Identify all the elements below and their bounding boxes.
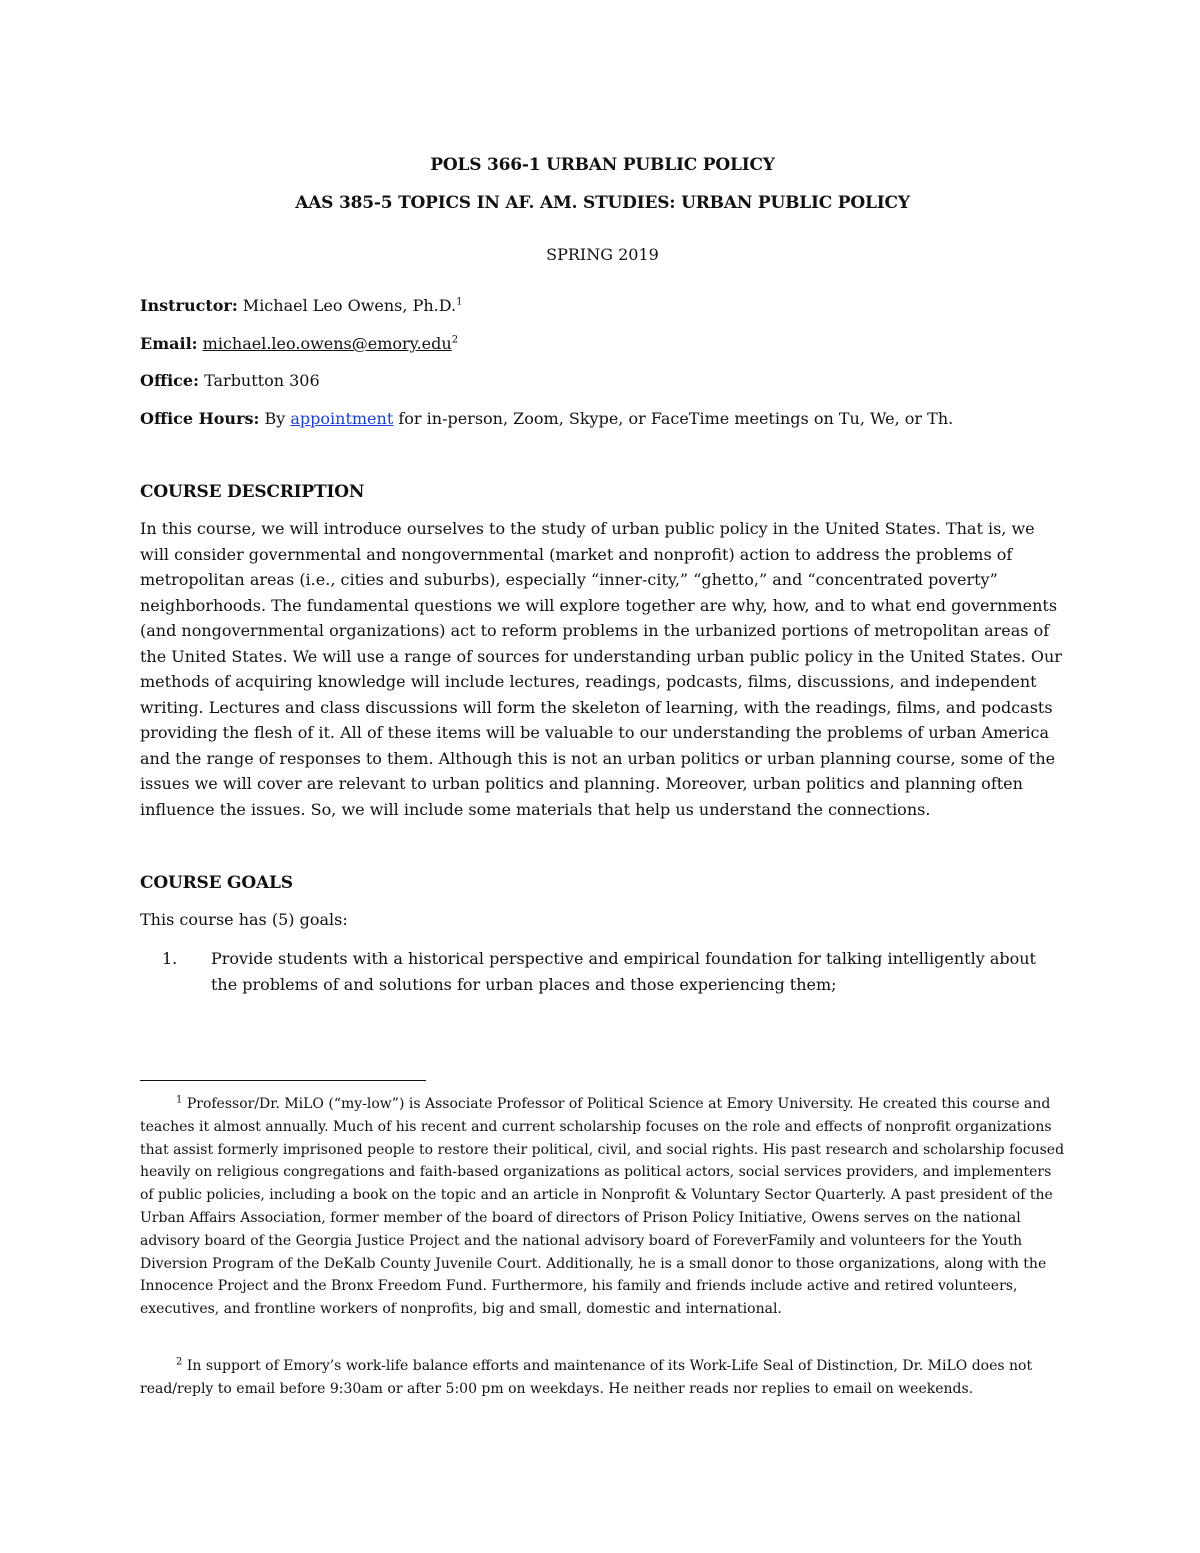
course-description-heading: COURSE DESCRIPTION: [140, 482, 365, 502]
office-hours-line: [140, 409, 953, 428]
instructor-line: [140, 296, 462, 315]
instructor-label: Instructor:: [140, 296, 238, 315]
goal-number: 1.: [162, 949, 178, 968]
course-goals-heading: COURSE GOALS: [140, 873, 293, 893]
footnote-1-text: Professor/Dr. MiLO (“my-low”) is Associate Professor of Political Science at Emory University. He created this course and teaches it almost annually. Much of his recent and current scholarship focuses on the role and effects of nonprofit organizations that assist formerly imprisoned people to restore their political, civil, and social rights. His past research and scholarship focused heavily on religious congregations and faith-based organizations as political actors, social services providers, and implementers of public policies, including a book on the topic and an article in Nonprofit & Voluntary Sector Quarterly. A past president of the Urban Affairs Association, former member of the board of directors of Prison Policy Initiative, Owens serves on the national advisory board of the Georgia Justice Project and the national advisory board of ForeverFamily and volunteers for the Youth Diversion Program of the DeKalb County Juvenile Court. Additionally, he is a small donor to those organizations, along with the Innocence Project and the Bronx Freedom Fund. Furthermore, his family and friends include active and retired volunteers, executives, and frontline workers of nonprofits, big and small, domestic and international.: [140, 1096, 1065, 1318]
office-line: [140, 371, 320, 390]
email-address[interactable]: michael.leo.owens@emory.edu: [202, 334, 452, 353]
footnote-marker-1: 1: [176, 1094, 183, 1106]
course-term: SPRING 2019: [546, 245, 659, 264]
email-line: [140, 334, 458, 353]
footnote-2: [140, 1355, 1065, 1401]
footnote-1: [140, 1093, 1065, 1321]
footnote-marker-2: 2: [176, 1356, 183, 1368]
office-hours-prefix: By: [259, 409, 291, 428]
office-hours-details: for in-person, Zoom, Skype, or FaceTime meetings on Tu, We, or Th.: [393, 409, 954, 428]
course-title-aas: AAS 385-5 TOPICS IN AF. AM. STUDIES: URBAN PUBLIC POLICY: [295, 193, 910, 213]
office-location: Tarbutton 306: [198, 371, 320, 390]
footnote-ref-2[interactable]: 2: [451, 334, 459, 346]
footnote-ref-1[interactable]: 1: [456, 296, 463, 308]
course-goals-intro: This course has (5) goals:: [140, 910, 348, 929]
office-label: Office:: [140, 371, 199, 390]
footnote-separator: [140, 1080, 426, 1081]
course-description-body: In this course, we will introduce ourselves to the study of urban public policy in the United States. That is, we will consider governmental and nongovernmental (market and nonprofit) action to address the problems of metropolitan areas (i.e., cities and suburbs), especially “inner-city,” “ghetto,” and “concentrated poverty” neighborhoods. The fundamental questions we will explore together are why, how, and to what end governments (and nongovernmental organizations) act to reform problems in the urbanized portions of metropolitan areas of the United States. We will use a range of sources for understanding urban public policy in the United States. Our methods of acquiring knowledge will include lectures, readings, podcasts, films, discussions, and independent writing. Lectures and class discussions will form the skeleton of learning, with the readings, films, and podcasts providing the flesh of it. All of these items will be valuable to our understanding the problems of urban America and the range of responses to them. Although this is not an urban politics or urban planning course, some of the issues we will cover are relevant to urban politics and planning. Moreover, urban politics and planning often influence the issues. So, we will include some materials that help us understand the connections.: [140, 519, 1062, 819]
appointment-link[interactable]: appointment: [290, 409, 394, 428]
goal-text: Provide students with a historical perspective and empirical foundation for talking intelligently about the problems of and solutions for urban places and those experiencing them;: [211, 949, 1036, 994]
course-title-pols: POLS 366-1 URBAN PUBLIC POLICY: [430, 155, 775, 175]
instructor-name: Michael Leo Owens, Ph.D.: [237, 296, 457, 315]
footnote-2-text: In support of Emory’s work-life balance efforts and maintenance of its Work-Life Seal of Distinction, Dr. MiLO does not read/reply to email before 9:30am or after 5:00 pm on weekdays. He neither reads nor replies to email on weekends.: [140, 1358, 1033, 1397]
email-label: Email:: [140, 334, 198, 353]
office-hours-label: Office Hours:: [140, 409, 260, 428]
goal-item: [140, 946, 1065, 997]
